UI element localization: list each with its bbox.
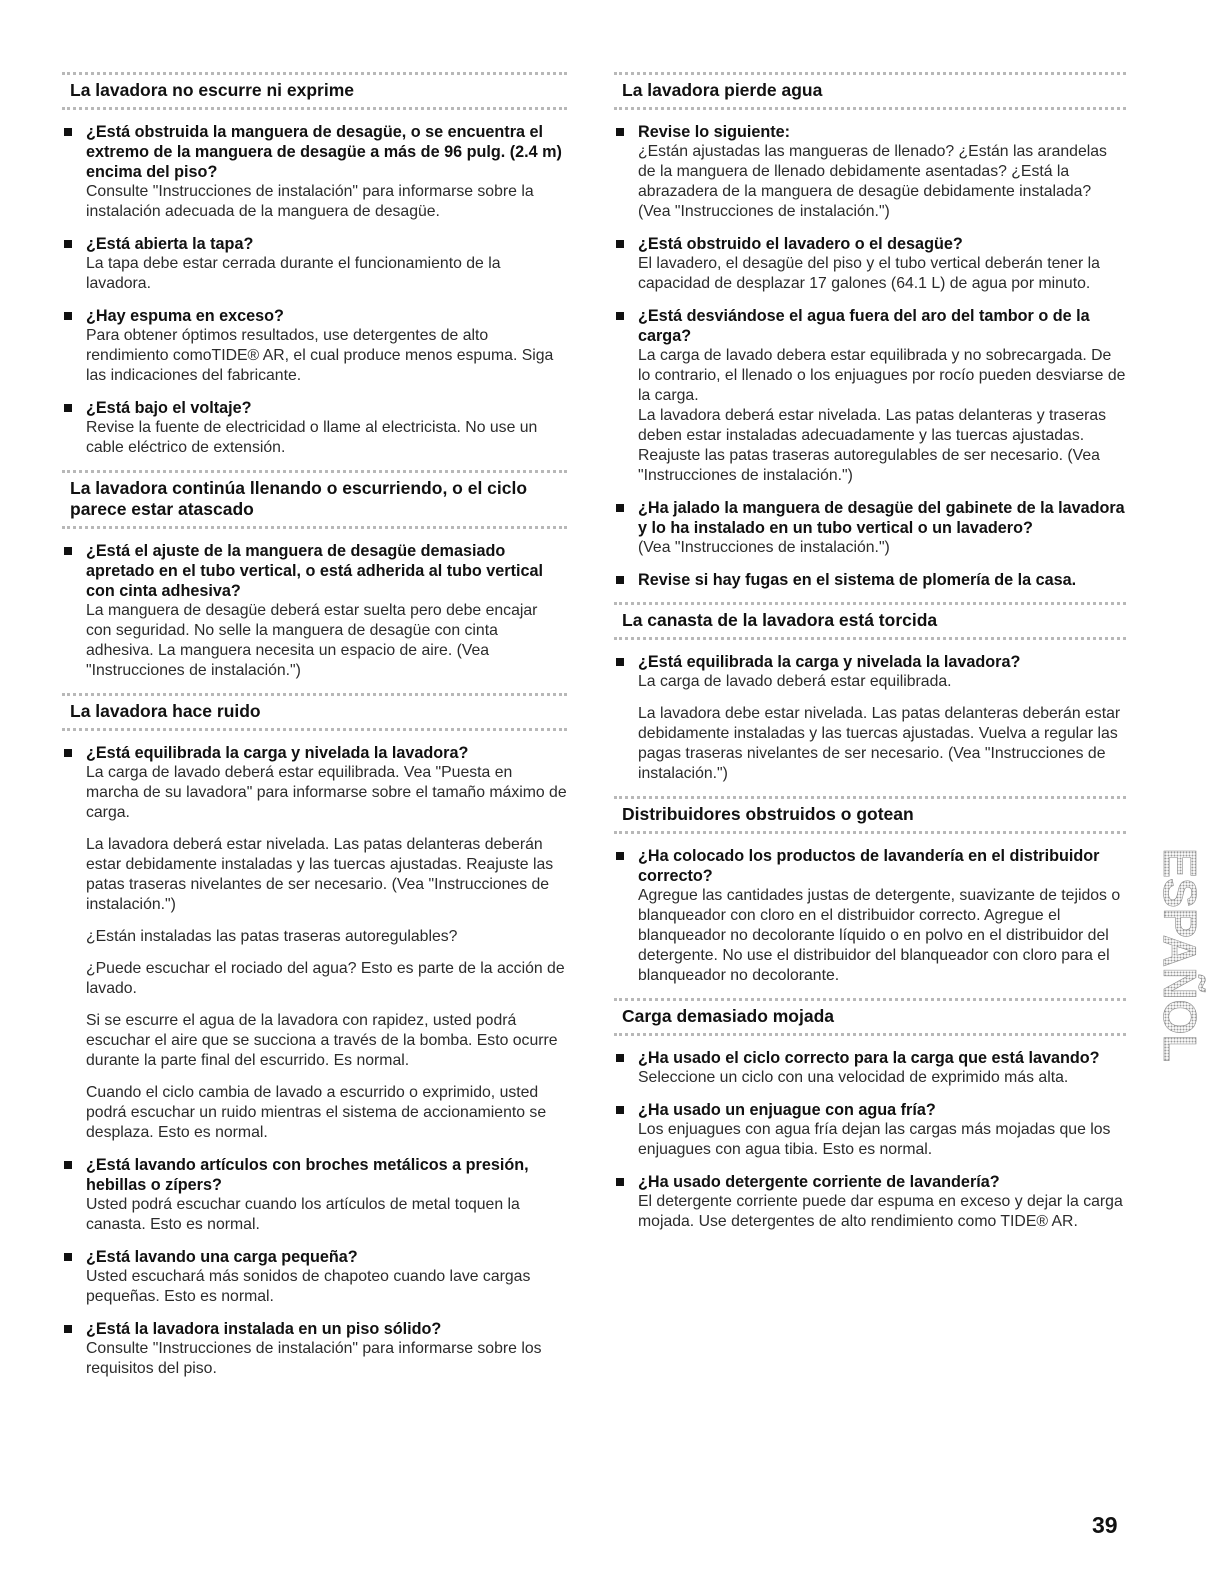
section-title: La lavadora no escurre ni exprime bbox=[70, 80, 355, 100]
bullet-square-icon bbox=[64, 1325, 72, 1333]
troubleshooting-section bbox=[614, 602, 1126, 784]
question-text: ¿Ha colocado los productos de lavandería en el distribuidor correcto? bbox=[638, 847, 1100, 885]
answer-text: La carga de lavado deberá estar equilibrada. Vea "Puesta en marcha de su lavadora" para informarse sobre el tamaño máximo de carga. bbox=[86, 764, 567, 821]
question-text: ¿Está abierta la tapa? bbox=[86, 235, 254, 253]
answer-text: Para obtener óptimos resultados, use detergentes de alto rendimiento comoTIDE® AR, el cual produce menos espuma. Siga las indicaciones del fabricante. bbox=[86, 327, 554, 384]
troubleshooting-section bbox=[614, 72, 1126, 590]
bullet-square-icon bbox=[616, 576, 624, 584]
section-header bbox=[614, 796, 1126, 834]
list-item bbox=[62, 122, 567, 222]
question-text: ¿Ha usado un enjuague con agua fría? bbox=[638, 1101, 936, 1119]
bullet-square-icon bbox=[64, 749, 72, 757]
list-item bbox=[614, 122, 1126, 222]
section-header bbox=[614, 602, 1126, 640]
section-title: La lavadora continúa llenando o escurriendo, o el ciclo parece estar atascado bbox=[70, 478, 528, 519]
paragraph-text: Si se escurre el agua de la lavadora con rapidez, usted podrá escuchar el aire que se succiona a través de la bomba. Esto ocurre durante la parte final del escurrido. Es normal. bbox=[86, 1012, 558, 1069]
language-side-tab bbox=[1148, 840, 1208, 1070]
troubleshooting-section bbox=[62, 72, 567, 458]
bullet-square-icon bbox=[616, 128, 624, 136]
list-item bbox=[62, 306, 567, 386]
bullet-square-icon bbox=[616, 852, 624, 860]
bullet-square-icon bbox=[616, 1054, 624, 1062]
answer-text: La tapa debe estar cerrada durante el funcionamiento de la lavadora. bbox=[86, 255, 501, 292]
list-item bbox=[614, 846, 1126, 986]
answer-text: Usted escuchará más sonidos de chapoteo cuando lave cargas pequeñas. Esto es normal. bbox=[86, 1268, 531, 1305]
question-text: ¿Está equilibrada la carga y nivelada la lavadora? bbox=[638, 653, 1021, 671]
question-text: ¿Está bajo el voltaje? bbox=[86, 399, 252, 417]
paragraph-text: La lavadora debe estar nivelada. Las patas delanteras deberán estar debidamente instaladas y las tuercas ajustadas. Vuelva a regular las pagas traseras nivelantes de ser necesario. (Vea "Instrucciones de instalación.") bbox=[638, 705, 1121, 782]
list-item bbox=[62, 1319, 567, 1379]
troubleshooting-section bbox=[62, 470, 567, 681]
answer-text: Consulte "Instrucciones de instalación" para informarse sobre la instalación adecuada de la manguera de desagüe. bbox=[86, 183, 534, 220]
bullet-square-icon bbox=[64, 547, 72, 555]
list-item bbox=[62, 1247, 567, 1307]
section-header bbox=[62, 470, 567, 529]
list-item bbox=[614, 1048, 1126, 1088]
question-text: ¿Ha jalado la manguera de desagüe del gabinete de la lavadora y lo ha instalado en un tubo vertical o un lavadero? bbox=[638, 499, 1125, 537]
left-column bbox=[62, 72, 567, 1391]
list-item bbox=[62, 1155, 567, 1235]
paragraph-text: ¿Están instaladas las patas traseras autoregulables? bbox=[86, 928, 458, 945]
list-item bbox=[62, 541, 567, 681]
answer-text: (Vea "Instrucciones de instalación.") bbox=[638, 539, 890, 556]
bullet-square-icon bbox=[616, 504, 624, 512]
page-number: 39 bbox=[1092, 1512, 1118, 1538]
answer-text: Seleccione un ciclo con una velocidad de exprimido más alta. bbox=[638, 1069, 1069, 1086]
list-item bbox=[614, 570, 1126, 590]
section-title: La canasta de la lavadora está torcida bbox=[622, 610, 938, 630]
answer-text: La carga de lavado deberá estar equilibrada. bbox=[638, 673, 952, 690]
paragraph-text: Cuando el ciclo cambia de lavado a escurrido o exprimido, usted podrá escuchar un ruido mientras el sistema de accionamiento se desplaza. Esto es normal. bbox=[86, 1084, 547, 1141]
list-item bbox=[614, 234, 1126, 294]
list-item bbox=[614, 306, 1126, 486]
language-tab-graphic bbox=[1148, 840, 1208, 1070]
bullet-square-icon bbox=[616, 240, 624, 248]
troubleshooting-section bbox=[62, 693, 567, 1379]
side-tab-label: ESPAÑOL bbox=[1154, 848, 1206, 1067]
question-text: ¿Está lavando artículos con broches metálicos a presión, hebillas o zípers? bbox=[86, 1156, 529, 1194]
troubleshooting-section bbox=[614, 796, 1126, 986]
bullet-square-icon bbox=[616, 1178, 624, 1186]
section-title: Carga demasiado mojada bbox=[622, 1006, 835, 1026]
paragraph-text: ¿Puede escuchar el rociado del agua? Esto es parte de la acción de lavado. bbox=[86, 960, 565, 997]
question-text: ¿Hay espuma en exceso? bbox=[86, 307, 284, 325]
question-text: ¿Ha usado detergente corriente de lavandería? bbox=[638, 1173, 1000, 1191]
answer-text: Agregue las cantidades justas de detergente, suavizante de tejidos o blanqueador con cloro en el distribuidor correcto. Agregue el blanqueador no decolorante líquido o en polvo en el distribuidor del detergente. No use el distribuidor del blanqueador con cloro para el blanqueador no decolorante. bbox=[638, 887, 1121, 984]
bullet-square-icon bbox=[64, 312, 72, 320]
paragraph-text: La lavadora deberá estar nivelada. Las patas delanteras deberán estar debidamente instaladas y las tuercas ajustadas. Reajuste las patas traseras nivelantes de ser necesario. (Vea "Instrucciones de instalación.") bbox=[86, 836, 554, 913]
answer-text: Los enjuagues con agua fría dejan las cargas más mojadas que los enjuagues con agua tibia. Esto es normal. bbox=[638, 1121, 1111, 1158]
answer-text: La carga de lavado debera estar equilibrada y no sobrecargada. De lo contrario, el llenado o los enjuagues por rocío pueden desviarse de la carga. bbox=[638, 347, 1126, 404]
section-header bbox=[614, 998, 1126, 1036]
section-header bbox=[62, 693, 567, 731]
section-header bbox=[614, 72, 1126, 110]
list-item bbox=[614, 1172, 1126, 1232]
answer-text: Revise la fuente de electricidad o llame al electricista. No use un cable eléctrico de extensión. bbox=[86, 419, 538, 456]
list-item bbox=[614, 498, 1126, 558]
section-title: Distribuidores obstruidos o gotean bbox=[622, 804, 914, 824]
question-text: ¿Está lavando una carga pequeña? bbox=[86, 1248, 358, 1266]
answer-text: El lavadero, el desagüe del piso y el tubo vertical deberán tener la capacidad de desplazar 17 galones (64.1 L) de agua por minuto. bbox=[638, 255, 1100, 292]
answer-text: Usted podrá escuchar cuando los artículos de metal toquen la canasta. Esto es normal. bbox=[86, 1196, 520, 1233]
question-text: ¿Está obstruida la manguera de desagüe, o se encuentra el extremo de la manguera de desagüe a más de 96 pulg. (2.4 m) encima del piso? bbox=[86, 123, 562, 181]
bullet-square-icon bbox=[616, 658, 624, 666]
answer-text: La lavadora deberá estar nivelada. Las patas delanteras y traseras deben estar instaladas adecuadamente y las tuercas ajustadas. Reajuste las patas traseras autoregulables de ser necesario. (Vea "Instrucciones de instalación.") bbox=[638, 407, 1107, 484]
bullet-square-icon bbox=[64, 1253, 72, 1261]
bullet-square-icon bbox=[64, 1161, 72, 1169]
troubleshooting-section bbox=[614, 998, 1126, 1232]
question-text: Revise si hay fugas en el sistema de plomería de la casa. bbox=[638, 571, 1077, 589]
answer-text: ¿Están ajustadas las mangueras de llenado? ¿Están las arandelas de la manguera de llenado debidamente asentadas? ¿Está la abrazadera de la manguera de desagüe debidamente instalada? (Vea "Instrucciones de instalación.") bbox=[638, 143, 1107, 220]
question-text: Revise lo siguiente: bbox=[638, 123, 791, 141]
question-text: ¿Está desviándose el agua fuera del aro del tambor o de la carga? bbox=[638, 307, 1090, 345]
list-item bbox=[614, 652, 1126, 692]
section-header bbox=[62, 72, 567, 110]
bullet-square-icon bbox=[64, 240, 72, 248]
question-text: ¿Está obstruido el lavadero o el desagüe? bbox=[638, 235, 963, 253]
bullet-square-icon bbox=[64, 404, 72, 412]
bullet-square-icon bbox=[616, 1106, 624, 1114]
question-text: ¿Ha usado el ciclo correcto para la carga que está lavando? bbox=[638, 1049, 1100, 1067]
answer-text: El detergente corriente puede dar espuma en exceso y dejar la carga mojada. Use detergentes de alto rendimiento como TIDE® AR. bbox=[638, 1193, 1123, 1230]
list-item bbox=[62, 743, 567, 823]
right-column bbox=[614, 72, 1126, 1244]
answer-text: Consulte "Instrucciones de instalación" para informarse sobre los requisitos del piso. bbox=[86, 1340, 542, 1377]
section-title: La lavadora hace ruido bbox=[70, 701, 261, 721]
answer-text: La manguera de desagüe deberá estar suelta pero debe encajar con seguridad. No selle la manguera de desagüe con cinta adhesiva. La manguera necesita un espacio de aire. (Vea "Instrucciones de instalación.") bbox=[86, 602, 538, 679]
bullet-square-icon bbox=[616, 312, 624, 320]
list-item bbox=[62, 234, 567, 294]
question-text: ¿Está la lavadora instalada en un piso sólido? bbox=[86, 1320, 442, 1338]
list-item bbox=[62, 398, 567, 458]
question-text: ¿Está equilibrada la carga y nivelada la lavadora? bbox=[86, 744, 469, 762]
bullet-square-icon bbox=[64, 128, 72, 136]
section-title: La lavadora pierde agua bbox=[622, 80, 823, 100]
question-text: ¿Está el ajuste de la manguera de desagüe demasiado apretado en el tubo vertical, o está adherida al tubo vertical con cinta adhesiva? bbox=[86, 542, 543, 600]
list-item bbox=[614, 1100, 1126, 1160]
